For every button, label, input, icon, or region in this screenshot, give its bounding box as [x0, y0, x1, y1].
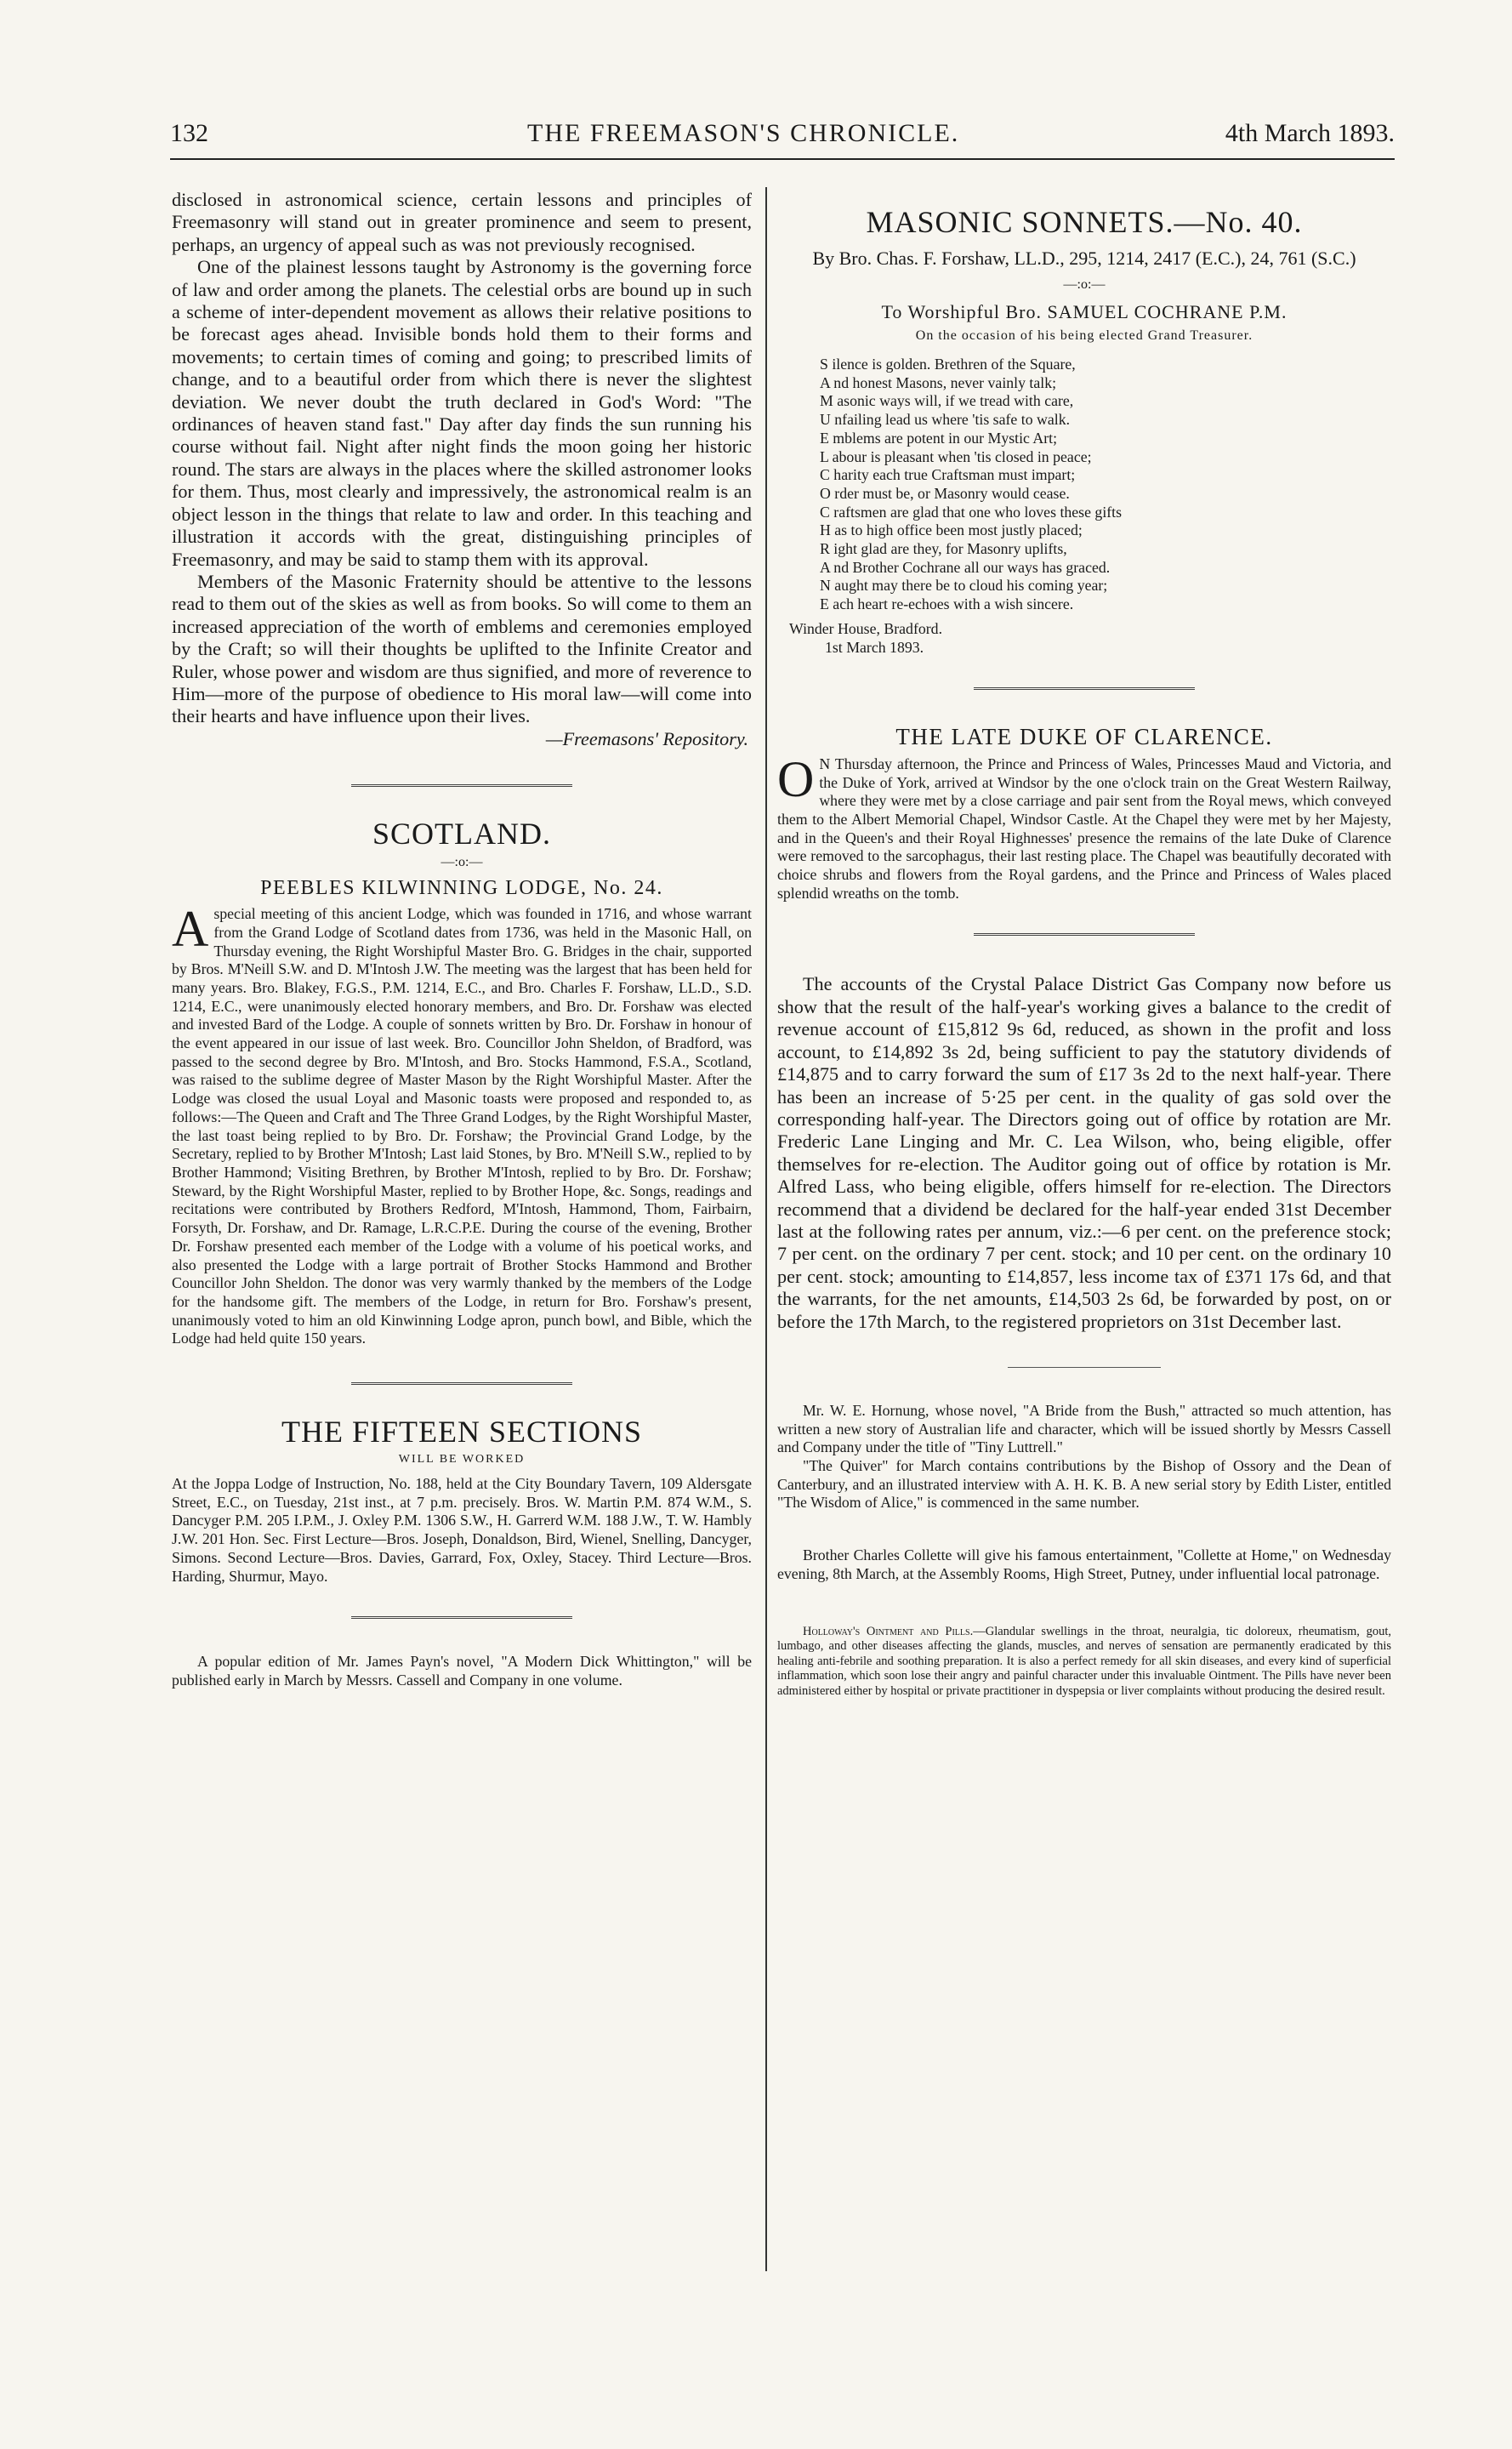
clarence-heading: THE LATE DUKE OF CLARENCE. [895, 723, 1273, 749]
poem-line: U nfailing lead us where 'tis safe to walk. [820, 411, 1071, 429]
advert-text: —Glandular swellings in the throat, neuralgia, tic doloreux, rheumatism, gout, lumbago, and other diseases affecting the glands, muscles, and nerves of sensation are permanently eradicated by this healing anti-febrile and soothing preparation. It is also a perfect remedy for all skin diseases, and every kind of superficial inflammation, which soon lose their angry and painful character under this invaluable Ointment. The Pills have never been administered either by hospital or private practitioner in dyspepsia or liver complaints without producing the desired result. [777, 1624, 1391, 1698]
section-rule [974, 933, 1195, 936]
fifteen-sections-heading: THE FIFTEEN SECTIONS [281, 1415, 642, 1449]
section-rule [351, 1382, 572, 1385]
scotland-ornament: —:o:— [441, 855, 483, 870]
astronomy-paragraph-2: One of the plainest lessons taught by Astronomy is the governing force of law and order among the planets. The celestial orbs are bound up in such a scheme of inter-dependent movement as allows their relative positions to be forecast ages ahead. Invisible bonds hold them to their forms and movements; to certain times of coming and going; to prescribed limits of change, and to a beautiful order from which there is never the slightest deviation. We never doubt the truth declared in God's Word: "The ordinances of heaven stand fast." Day after day finds the sun running his course without fail. Night after night finds the moon going her historic round. The stars are always in the places where the skilled astronomer looks for them. Thus, most clearly and impressively, the astronomical realm is an object lesson in the things that relate to law and order. In this teaching and illustration it accords with the great, distinguishing principles of Freemasonry, and may be said to stamp them with its approval. [172, 256, 752, 570]
section-rule [1008, 1367, 1161, 1368]
sonnets-byline: By Bro. Chas. F. Forshaw, LL.D., 295, 1214, 2417 (E.C.), 24, 761 (S.C.) [812, 248, 1356, 269]
clarence-text: N Thursday afternoon, the Prince and Princess of Wales, Princesses Maud and Victoria, and the Duke of York, arrived at Windsor by the one o'clock train on the Great Western Railway, where they were met by a close carriage and pair sent from the Royal mews, which conveyed them to the Albert Memorial Chapel, Windsor Castle. At the Chapel they were met by her Majesty, and in the Queen's and their Royal Highnesses' presence the remains of the late Duke of Clarence were removed to the sarcophagus, their last resting place. The Chapel was beautifully decorated with choice shrubs and flowers from the Royal gardens, and the Prince and Princess of Wales placed splendid wreaths on the tomb. [777, 755, 1391, 902]
spacer [777, 1512, 1391, 1546]
poem-line: R ight glad are they, for Masonry uplifts, [820, 540, 1067, 558]
peebles-article [172, 901, 752, 1348]
astronomy-paragraph-1: disclosed in astronomical science, certain lessons and principles of Freemasonry will stand out in greater prominence and seem to present, perhaps, an urgency of appeal such as was not previously recognised. [172, 189, 752, 255]
poem-line: A nd Brother Cochrane all our ways has graced. [820, 558, 1111, 576]
gas-company-article: The accounts of the Crystal Palace District Gas Company now before us show that the result of the half-year's working gives a balance to the credit of revenue account of £15,812 9s 6d, reduced, as shown in the profit and loss account, to £14,892 3s 2d, being sufficient to pay the statutory dividends of £14,875 and to carry forward the sum of £17 3s 2d to the next half-year. There has been an increase of 5·25 per cent. in the quality of gas sold over the corresponding half-year. The Directors going out of office by rotation are Mr. Frederic Lane Linging and Mr. C. Lea Wilson, who, being eligible, offer themselves for re-election. The Auditor going out of office by rotation is Mr. Alfred Lass, who being eligible, offers himself for re-election. The Directors recommend that a dividend be declared for the half-year ended 31st December last at the following rates per annum, viz.:—6 per cent. on the preference stock; 7 per cent. on the ordinary 7 per cent. stock; and 10 per cent. on the ordinary 10 per cent. stock; amounting to £14,857, less income tax of £371 17s 6d, and that the warrants, for the net amounts, £14,503 2s 6d, be forwarded by post, on or before the 17th March, to the registered proprietors on 31st December last. [777, 973, 1391, 1332]
astronomy-attribution: —Freemasons' Repository. [545, 727, 748, 749]
poem-line: E mblems are potent in our Mystic Art; [820, 429, 1058, 447]
clarence-article [777, 750, 1391, 903]
fifteen-sections-subheading: WILL BE WORKED [398, 1453, 526, 1467]
peebles-dropcap: A [172, 901, 209, 958]
poem-line: H as to high office been most justly placed; [820, 521, 1083, 539]
sonnets-heading: MASONIC SONNETS.—No. 40. [866, 205, 1303, 239]
sonnets-dedication: To Worshipful Bro. SAMUEL COCHRANE P.M. [881, 301, 1287, 322]
sonnet-poem [777, 356, 1391, 614]
payn-notice: A popular edition of Mr. James Payn's novel, "A Modern Dick Whittington," will be published early in March by Messrs. Cassell and Company in one volume. [172, 1653, 752, 1689]
issue-date: 4th March 1893. [1225, 119, 1395, 147]
poem-line: C harity each true Craftsman must impart; [820, 466, 1076, 484]
poem-line: C raftsmen are glad that one who loves these gifts [820, 503, 1123, 521]
spacer [777, 1584, 1391, 1625]
poem-line: O rder must be, or Masonry would cease. [820, 484, 1070, 502]
poem-line: A nd honest Masons, never vainly talk; [820, 373, 1057, 391]
poem-line: S ilence is golden. Brethren of the Square, [820, 356, 1076, 373]
scotland-heading: SCOTLAND. [372, 817, 551, 851]
column-divider [765, 187, 767, 2271]
clarence-dropcap: O [777, 750, 815, 807]
hornung-note: Mr. W. E. Hornung, whose novel, "A Bride from the Bush," attracted so much attention, has written a new story of Australian life and character, which will be issued shortly by Messrs Cassell and Company under the title of "Tiny Luttrell." [777, 1401, 1391, 1456]
holloway-advert [777, 1625, 1391, 1700]
section-rule [974, 687, 1195, 690]
running-head [170, 119, 1395, 160]
poem-line: L abour is pleasant when 'tis closed in peace; [820, 447, 1092, 465]
astronomy-paragraph-3: Members of the Masonic Fraternity should be attentive to the lessons read to them out of the skies as well as from books. So will come to them an increased appreciation of the worth of emblems and ceremonies employed by the Craft; so will their thoughts be uplifted to the Infinite Creator and Ruler, whose power and wisdom are thus signified, and more of reverence to Him—more of the purpose of obedience to His moral law—will come into their hearts and have influence upon their lives. [172, 570, 752, 727]
section-rule [351, 1616, 572, 1619]
collette-note: Brother Charles Collette will give his famous entertainment, "Collette at Home," on Wednesday evening, 8th March, at the Assembly Rooms, High Street, Putney, under influential local patronage. [777, 1546, 1391, 1582]
right-column [777, 189, 1391, 1699]
fifteen-sections-text: At the Joppa Lodge of Instruction, No. 188, held at the City Boundary Tavern, 109 Aldersgate Street, E.C., on Tuesday, 21st inst., at 7 p.m. precisely. Bros. W. Martin P.M. 874 W.M., S. Dancyger P.M. 205 I.P.M., J. Oxley P.M. 1306 S.W., H. Garrerd W.M. 188 J.W., T. W. Hambly J.W. 201 Hon. Sec. First Lecture—Bros. Joseph, Donaldson, Bird, Wienel, Snelling, Dancyger, Simons. Second Lecture—Bros. Davies, Garrard, Fox, Oxley, Stacey. Third Lecture—Bros. Harding, Shurmur, Mayo. [172, 1475, 752, 1585]
header-rule [170, 158, 1395, 160]
poem-line: E ach heart re-echoes with a wish sincere. [820, 595, 1074, 613]
page-number: 132 [170, 119, 208, 147]
quiver-note: "The Quiver" for March contains contributions by the Bishop of Ossory and the Dean of Canterbury, and an illustrated interview with A. H. K. B. A new serial story by Edith Lister, entitled "The Wisdom of Alice," is commenced in the same number. [777, 1457, 1391, 1512]
section-rule [351, 784, 572, 787]
advert-name: Holloway's Ointment and Pills. [803, 1624, 974, 1638]
publication-title: THE FREEMASON'S CHRONICLE. [527, 119, 960, 147]
sonnets-ornament: —:o:— [1063, 277, 1106, 292]
left-column [172, 189, 752, 1690]
sonnets-occasion: On the occasion of his being elected Grand Treasurer. [915, 328, 1253, 343]
peebles-subheading: PEEBLES KILWINNING LODGE, No. 24. [260, 877, 663, 900]
sonnet-date: 1st March 1893. [825, 638, 924, 656]
peebles-text: special meeting of this ancient Lodge, which was founded in 1716, and whose warrant from the Grand Lodge of Scotland dates from 1736, was held in the Masonic Hall, on Thursday evening, the Right Worshipful Master Bro. G. Bridges in the chair, supported by Bros. M'Neill S.W. and D. M'Intosh J.W. The meeting was the largest that has been held for many years. Bro. Blakey, F.G.S., P.M. 1214, E.C., and Bro. Charles F. Forshaw, LL.D., S.D. 1214, E.C., were unanimously elected honorary members, and Bro. Dr. Forshaw was elected and invested Bard of the Lodge. A couple of sonnets written by Bro. Dr. Forshaw in honour of the event appeared in our issue of last week. Bro. Councillor John Sheldon, of Bradford, was passed to the second degree by Bro. M'Intosh, and Bro. Stocks Hammond, F.S.A., Scotland, was raised to the sublime degree of Master Mason by the Right Worshipful Master. After the Lodge was closed the usual Loyal and Masonic toasts were proposed and responded to, as follows:—The Queen and Craft and The Three Grand Lodges, by the Right Worshipful Master, the last toast being replied to by Bro. Dr. Forshaw; the Provincial Grand Lodge, by the Secretary, replied to by Brother M'Intosh; Last laid Stones, by Bro. M'Neill S.W., replied to by Brother Hammond; Visiting Brethren, by Brother M'Intosh, replied to by Bro. Dr. Forshaw; Steward, by the Right Worshipful Master, replied to by Brother Hope, &c. Songs, readings and recitations were contributed by Brothers Redford, M'Intosh, Hammond, Thom, Fairbairn, Forsyth, Dr. Forshaw, and Dr. Ramage, L.R.C.P.E. During the course of the evening, Brother Dr. Forshaw presented each member of the Lodge with a volume of his poetical works, and also presented the Lodge with a large portrait of Brother Stocks Hammond and Brother Councillor John Sheldon. The donor was very warmly thanked by the members of the Lodge for the handsome gift. The members of the Lodge, in return for Bro. Forshaw's present, unanimously voted to him an old Kinwinning Lodge apron, punch bowl, and Bible, which the Lodge had held quite 150 years. [172, 905, 752, 1347]
poem-line: M asonic ways will, if we tread with care, [820, 392, 1074, 410]
sonnet-place: Winder House, Bradford. [789, 619, 943, 637]
poem-line: N aught may there be to cloud his coming year; [820, 577, 1108, 595]
